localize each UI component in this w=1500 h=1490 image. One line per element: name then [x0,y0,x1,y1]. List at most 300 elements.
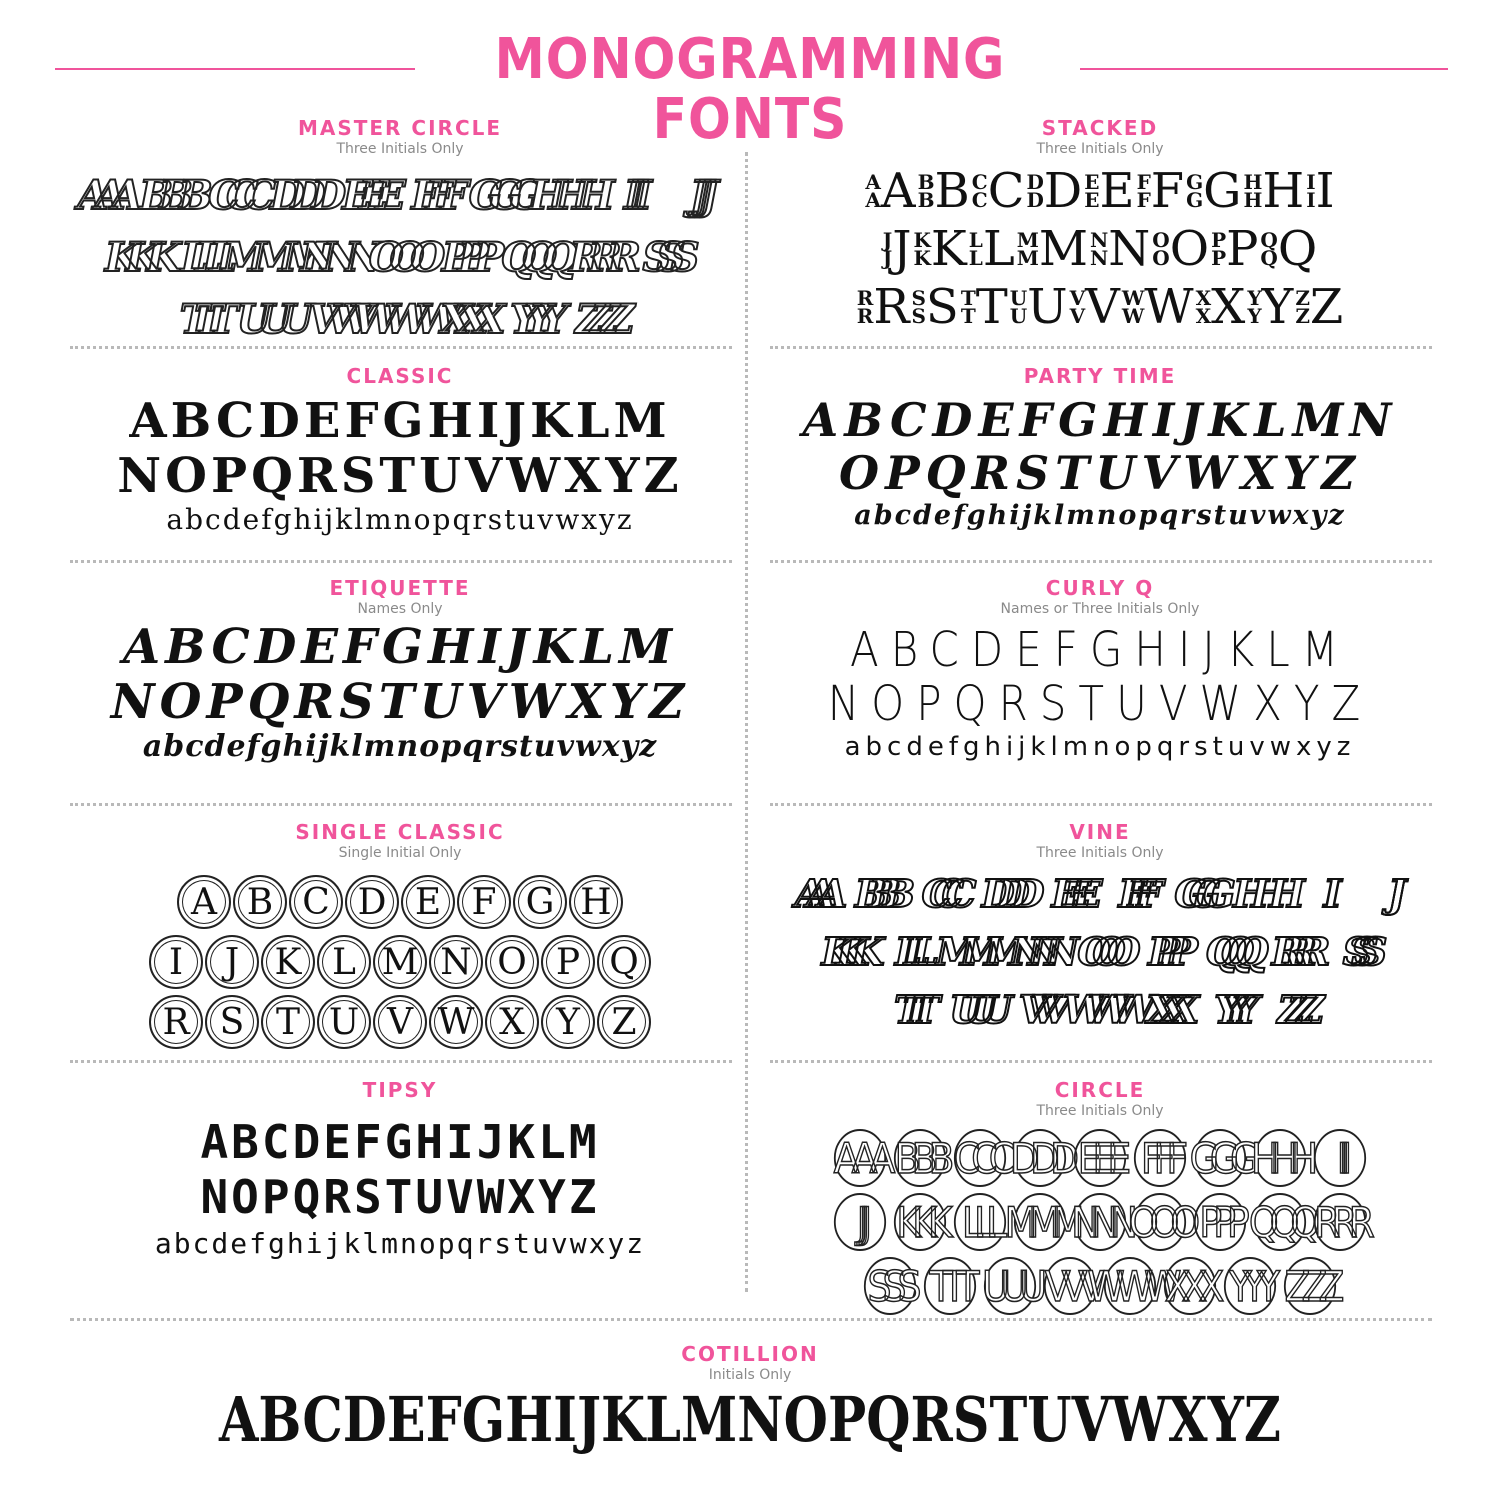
section-etiquette [60,576,740,765]
monogram-sample: GGG [468,171,530,219]
stacked-letter [1186,163,1242,219]
stacked-small-top: U [1009,286,1028,310]
single-initial-circle: Z [597,995,651,1049]
stacked-small-letters [1009,286,1028,328]
monogram-sample: OOO [1077,928,1123,974]
uppercase-row-1: ABCDEFGHIJKLM [122,619,678,675]
stacked-small-bottom: J [882,246,893,270]
stacked-big-letter: L [982,221,1015,277]
stacked-letter [913,221,967,277]
stacked-small-letters [917,170,935,212]
stacked-letter [1069,279,1120,335]
section-classic [60,364,740,537]
stacked-big-letter: J [892,221,912,277]
stacked-letter [1260,221,1318,277]
stacked-small-letters [1186,170,1204,212]
monogram-sample: UUU [949,986,995,1032]
monogram-sample: XXX [1164,1257,1216,1315]
monogram-sample: UUU [984,1257,1036,1315]
stacked-small-letters [960,286,976,328]
monogram-sample: NNN [1010,928,1062,974]
stacked-small-bottom: A [865,188,881,212]
stacked-letter [856,279,910,335]
single-initial-circle: V [373,995,427,1049]
stacked-small-top: C [971,170,988,194]
monogram-sample: EEE [1074,1129,1126,1187]
lowercase-row: abcdefghijklmnopqrstuvwxyz [844,731,1356,762]
stacked-small-letters [1152,228,1170,270]
stacked-small-bottom: V [1069,304,1086,328]
monogram-sample: HHH [1233,870,1287,916]
stacked-small-top: X [1195,286,1212,310]
monogram-sample: HHH [529,171,601,219]
single-classic-samples [60,872,740,1052]
section-title: ETIQUETTE [329,576,471,600]
monogram-sample: BBB [139,171,199,219]
uppercase-row-1: ABCDEFGHIJKLM [129,393,671,449]
lowercase-row: abcdefghijklmnopqrstuvwxyz [854,499,1346,531]
stacked-small-letters [882,228,893,270]
row-divider [70,560,732,563]
section-title: VINE [1069,820,1131,844]
monogram-sample: WWW [353,295,447,343]
stacked-small-bottom: H [1243,188,1263,212]
monogram-sample: CCC [921,870,959,916]
monogram-sample: PPP [1148,928,1180,974]
monogram-sample: CCC [208,171,262,219]
stacked-small-letters [1195,286,1212,328]
stacked-small-top: A [865,170,881,194]
stacked-big-letter: Z [1309,279,1344,335]
stacked-small-letters [1069,286,1086,328]
stacked-small-bottom: Y [1247,304,1262,328]
stacked-small-letters [865,170,881,212]
stacked-letter [1152,221,1210,277]
master-circle-samples [60,164,740,350]
stacked-small-bottom: S [911,304,926,328]
stacked-small-letters [968,228,983,270]
stacked-letter [1211,221,1259,277]
vine-row [760,922,1440,980]
stacked-small-letters [1260,228,1278,270]
monogram-sample: TTT [893,986,923,1032]
monogram-sample: NNN [300,233,368,281]
monogram-sample: SSS [1342,928,1370,974]
lowercase-row: abcdefghijklmnopqrstuvwxyz [142,729,658,765]
stacked-small-top: T [960,286,976,310]
stacked-small-bottom: D [1026,188,1044,212]
monogram-sample: ZZZ [575,295,621,343]
single-initial-circle: E [401,875,455,929]
master-circle-row-2 [60,226,740,288]
stacked-big-letter: O [1169,221,1210,277]
monogram-sample: AAA [834,1129,886,1187]
stacked-small-top: R [856,286,874,310]
stacked-small-top: P [1211,228,1227,252]
monogram-sample: JJJ [834,1193,886,1251]
section-note: Three Initials Only [1036,141,1164,157]
stacked-small-top: Y [1247,286,1262,310]
section-vine [760,820,1440,1038]
title-rule-right [1080,68,1448,70]
single-initial-circle: B [233,875,287,929]
section-party-time [760,364,1440,531]
stacked-small-top: Q [1260,228,1278,252]
section-note: Initials Only [708,1367,792,1383]
stacked-big-letter: H [1262,163,1305,219]
stacked-letter [960,279,1008,335]
monogram-sample: VVV [308,295,360,343]
stacked-letter [968,221,1015,277]
stacked-small-bottom: K [913,246,931,270]
single-initial-circle: D [345,875,399,929]
stacked-big-letter: Y [1261,279,1294,335]
stacked-small-top: G [1186,170,1204,194]
monogram-sample: VVV [1018,986,1054,1032]
row-divider [770,346,1432,349]
monogram-sample: VVV [1044,1257,1096,1315]
stacked-big-letter: G [1203,163,1242,219]
section-title: STACKED [1041,116,1159,140]
stacked-small-bottom: Q [1260,246,1278,270]
monogram-sample: KKK [894,1193,946,1251]
section-stacked [760,116,1440,336]
section-note: Single Initial Only [338,845,462,861]
title-rule-left [55,68,415,70]
section-title: PARTY TIME [1023,364,1177,388]
stacked-small-top: J [882,228,893,252]
stacked-letter [1090,221,1151,277]
monogram-sample: LLL [894,928,922,974]
stacked-small-bottom: B [917,188,935,212]
stacked-big-letter: K [930,221,967,277]
stacked-big-letter: X [1211,279,1246,335]
stacked-small-bottom: G [1186,188,1204,212]
stacked-small-bottom: F [1136,188,1151,212]
monogram-sample: EEE [342,171,392,219]
uppercase-row-2: NOPQRSTUVWXYZ [200,1169,600,1224]
stacked-small-top: I [1306,170,1316,194]
monogram-sample: HHH [1254,1129,1306,1187]
stacked-letter [1306,163,1335,219]
stacked-big-letter: N [1108,221,1151,277]
monogram-sample: RRR [1271,928,1313,974]
uppercase-row-2: NOPQRSTUVWXYZ [110,674,690,731]
monogram-sample: DDD [269,171,333,219]
stacked-small-letters [1295,286,1310,328]
uppercase-row-2: NOPQRSTUVWXYZ [827,675,1373,732]
circle-row [760,1254,1440,1318]
circle-row [760,1126,1440,1190]
stacked-small-letters [1084,170,1100,212]
monogram-sample: YYY [510,295,554,343]
column-divider [745,152,748,1292]
monogram-sample: PPP [441,233,491,281]
monogram-sample: SSS [642,233,686,281]
monogram-sample [1292,864,1356,922]
stacked-letter [1295,279,1344,335]
section-note: Three Initials Only [1036,845,1164,861]
stacked-big-letter: Q [1277,221,1318,277]
stacked-letter [1026,163,1083,219]
stacked-letter [865,163,916,219]
stacked-letter [1009,279,1068,335]
monogram-sample: UUU [236,295,300,343]
stacked-small-bottom: X [1195,304,1212,328]
single-classic-row [60,932,740,992]
stacked-small-letters [1026,170,1044,212]
vine-row [760,864,1440,922]
stacked-samples [760,162,1440,336]
stacked-small-top: E [1084,170,1100,194]
section-cotillion [60,1342,1440,1455]
monogram-sample: DDD [1014,1129,1066,1187]
single-initial-circle: A [177,875,231,929]
stacked-big-letter: S [925,279,959,335]
monogram-sample: ZZZ [1284,1257,1336,1315]
monogram-sample: XXX [440,295,492,343]
monogram-sample: BBB [894,1129,946,1187]
section-note: Three Initials Only [336,141,464,157]
monogram-sample: QQQ [1205,928,1251,974]
vine-row [760,980,1440,1038]
uppercase-row-1: ABCDEFGHIJKLM [200,1115,600,1169]
uppercase-row: ABCDEFGHIJKLMNOPQRSTUVWXYZ [218,1383,1282,1456]
monogram-sample: ZZZ [1277,986,1307,1032]
stacked-letter [1084,163,1135,219]
stacked-small-bottom: O [1152,246,1170,270]
stacked-small-top: S [911,286,926,310]
section-title: CURLY Q [1045,576,1155,600]
single-initial-circle: P [541,935,595,989]
monogram-sample: FFF [411,171,455,219]
monogram-sample: MMM [222,233,314,281]
monogram-sample: QQQ [500,233,564,281]
stacked-big-letter: U [1027,279,1068,335]
monogram-sample: RRR [569,233,627,281]
stacked-small-bottom: T [960,304,976,328]
stacked-small-letters [1211,228,1227,270]
monogram-sample: QQQ [1254,1193,1306,1251]
monogram-sample: AAA [77,171,129,219]
monogram-sample: OOO [1134,1193,1186,1251]
monogram-sample: FFF [1134,1129,1186,1187]
stacked-letter [1136,163,1185,219]
monogram-sample: TTT [179,295,225,343]
stacked-small-top: O [1152,228,1170,252]
single-initial-circle: L [317,935,371,989]
uppercase-row-1: ABCDEFGHIJKLM [850,621,1350,678]
stacked-small-letters [1090,228,1109,270]
section-note: Three Initials Only [1036,1103,1164,1119]
stacked-letter [1195,279,1246,335]
stacked-small-top: M [1016,228,1039,252]
section-note: Names or Three Initials Only [1000,601,1200,617]
stacked-small-bottom: L [968,246,983,270]
stacked-big-letter: B [934,163,970,219]
stacked-small-letters [971,170,988,212]
circle-samples [760,1126,1440,1318]
single-initial-circle: O [485,935,539,989]
lowercase-row: abcdefghijklmnopqrstuvwxyz [166,503,634,537]
monogram-sample: III [1314,1129,1366,1187]
monogram-sample: LLL [954,1193,1006,1251]
stacked-letter [1243,163,1305,219]
stacked-small-top: Z [1295,286,1310,310]
single-initial-circle: C [289,875,343,929]
section-note: Names Only [357,601,443,617]
stacked-small-letters [911,286,926,328]
master-circle-row-3 [60,288,740,350]
monogram-sample: III [623,171,639,219]
stacked-big-letter: V [1085,279,1120,335]
uppercase-row-2: OPQRSTUVWXYZ [839,445,1361,500]
monogram-sample: KKK [104,233,168,281]
monogram-sample: EEE [1051,870,1085,916]
monogram-sample: KKK [821,928,867,974]
monogram-sample: AAA [794,870,830,916]
stacked-big-letter: E [1099,163,1135,219]
stacked-small-letters [856,286,874,328]
row-divider [770,1060,1432,1063]
single-classic-row [60,992,740,1052]
monogram-sample: DDD [981,870,1027,916]
section-curly-q [760,576,1440,762]
stacked-small-top: D [1026,170,1044,194]
monogram-sample: TTT [924,1257,976,1315]
monogram-sample: OOO [368,233,432,281]
stacked-letter [1016,221,1088,277]
stacked-big-letter: R [873,279,910,335]
stacked-small-top: H [1243,170,1263,194]
single-initial-circle: Y [541,995,595,1049]
stacked-small-top: W [1121,286,1145,310]
stacked-small-bottom: N [1090,246,1109,270]
stacked-small-bottom: E [1084,188,1100,212]
stacked-big-letter: W [1144,279,1194,335]
row-divider [70,1060,732,1063]
monogram-sample: GGG [1174,870,1218,916]
monogram-sample: MMM [1014,1193,1066,1251]
stacked-small-bottom: I [1306,188,1316,212]
monogram-sample: FFF [1118,870,1146,916]
uppercase-row-1: ABCDEFGHIJKLMN [802,393,1398,447]
section-title: CLASSIC [346,364,454,388]
stacked-row [760,278,1440,336]
stacked-small-letters [1121,286,1145,328]
section-title: TIPSY [362,1078,438,1102]
monogram-sample: WWW [1062,986,1138,1032]
single-initial-circle: X [485,995,539,1049]
section-master-circle [60,116,740,350]
stacked-big-letter: P [1226,221,1259,277]
monogram-sample: NNN [1074,1193,1126,1251]
stacked-small-letters [913,228,931,270]
stacked-small-top: B [917,170,935,194]
single-initial-circle: I [149,935,203,989]
stacked-small-bottom: Z [1295,304,1310,328]
monogram-sample: LLL [180,233,224,281]
section-title: SINGLE CLASSIC [295,820,505,844]
stacked-row [760,162,1440,220]
stacked-letter [1247,279,1294,335]
stacked-small-letters [1247,286,1262,328]
stacked-small-bottom: R [856,304,874,328]
single-initial-circle: U [317,995,371,1049]
single-initial-circle: R [149,995,203,1049]
single-initial-circle: N [429,935,483,989]
stacked-big-letter: M [1038,221,1088,277]
page-title: MONOGRAMMING FONTS [494,27,1006,152]
single-initial-circle: M [373,935,427,989]
row-divider [770,560,1432,563]
stacked-small-bottom: U [1009,304,1028,328]
monogram-sample: SSS [864,1257,916,1315]
single-initial-circle: S [205,995,259,1049]
monogram-sample: YYY [1214,986,1242,1032]
section-title: MASTER CIRCLE [297,116,503,140]
stacked-small-bottom: P [1211,246,1227,270]
single-classic-row [60,872,740,932]
section-single-classic [60,820,740,1052]
stacked-small-letters [1306,170,1316,212]
monogram-sample: MMM [935,928,1009,974]
circle-row [760,1190,1440,1254]
monogram-sample: YYY [1224,1257,1276,1315]
stacked-small-top: K [913,228,931,252]
stacked-big-letter: C [987,163,1025,219]
row-divider [770,803,1432,806]
monogram-sample: WWW [1104,1257,1156,1315]
monogram-sample: XXX [1146,986,1182,1032]
single-initial-circle: Q [597,935,651,989]
single-initial-circle: G [513,875,567,929]
uppercase-row-2: NOPQRSTUVWXYZ [117,448,683,505]
stacked-small-top: V [1069,286,1086,310]
section-title: CIRCLE [1054,1078,1146,1102]
row-divider [70,803,732,806]
single-initial-circle: J [205,935,259,989]
stacked-small-top: N [1090,228,1109,252]
single-initial-circle: W [429,995,483,1049]
stacked-small-bottom: W [1121,304,1145,328]
monogram-sample: GGG [1194,1129,1246,1187]
stacked-big-letter: I [1315,163,1335,219]
section-circle [760,1078,1440,1318]
stacked-small-top: L [968,228,983,252]
stacked-small-bottom: M [1016,246,1039,270]
monogram-sample: RRR [1314,1193,1366,1251]
monogram-sample: JJJ [689,171,705,219]
monogram-sample [1356,864,1420,922]
stacked-letter [882,221,912,277]
single-initial-circle: K [261,935,315,989]
monogram-sample: CCC [954,1129,1006,1187]
stacked-big-letter: F [1150,163,1185,219]
stacked-letter [971,163,1025,219]
stacked-big-letter: T [975,279,1008,335]
stacked-row [760,220,1440,278]
stacked-letter [911,279,959,335]
stacked-big-letter: A [880,163,916,219]
section-tipsy [60,1078,740,1260]
stacked-small-letters [1016,228,1039,270]
stacked-letter [917,163,970,219]
single-initial-circle: H [569,875,623,929]
stacked-letter [1121,279,1194,335]
single-initial-circle: T [261,995,315,1049]
stacked-small-top: F [1136,170,1151,194]
